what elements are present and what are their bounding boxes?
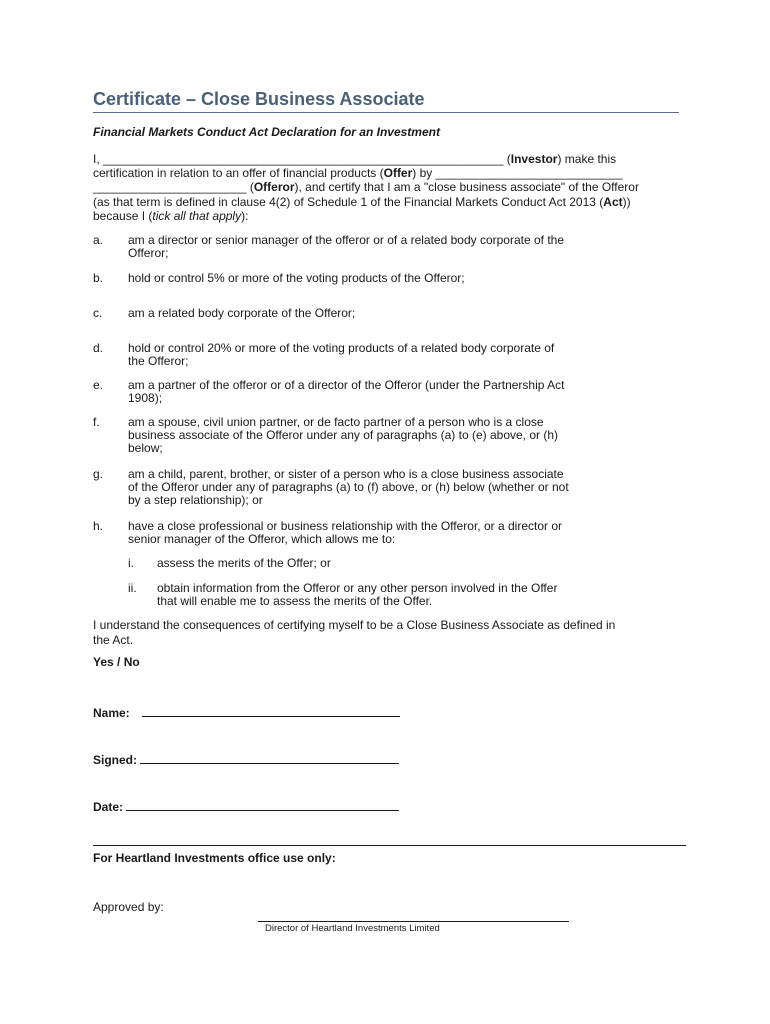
item-line: senior manager of the Offeror, which allows me to: — [128, 532, 396, 546]
item-line: am a spouse, civil union partner, or de facto partner of a person who is a close — [128, 415, 544, 429]
item-letter: e. — [93, 378, 104, 392]
item-text — [128, 416, 618, 455]
understand-paragraph — [93, 618, 683, 647]
intro-line-5 — [93, 209, 683, 223]
item-text — [128, 379, 618, 405]
intro-text: (as that term is defined in clause 4(2) of Schedule 1 of the Financial Markets Conduct Act 2013 ( — [93, 194, 604, 209]
item-line: business associate of the Offeror under any of paragraphs (a) to (e) above, or (h) — [128, 428, 559, 442]
intro-line-4 — [93, 195, 683, 209]
item-line: am a director or senior manager of the offeror or of a related body corporate of the — [128, 233, 565, 247]
intro-line-3 — [93, 180, 683, 194]
intro-text: ): — [241, 208, 249, 223]
sub-item-text — [157, 557, 617, 570]
date-field — [93, 798, 399, 814]
page-subtitle: Financial Markets Conduct Act Declaration for an Investment — [93, 125, 440, 139]
item-text — [128, 520, 618, 546]
name-field — [93, 704, 400, 720]
tick-instruction: tick all that apply — [152, 208, 242, 223]
sub-item-line: assess the merits of the Offer; or — [157, 556, 331, 570]
act-term: Act — [603, 194, 623, 209]
intro-text: certification in relation to an offer of financial products ( — [93, 166, 384, 181]
office-use-heading: For Heartland Investments office use only: — [93, 851, 336, 865]
offer-term: Offer — [383, 166, 413, 181]
item-letter: h. — [93, 519, 104, 533]
approved-by-label: Approved by: — [93, 900, 164, 914]
investor-term: Investor — [510, 152, 558, 166]
sub-item-number: ii. — [128, 581, 137, 595]
intro-paragraph — [93, 152, 683, 223]
intro-line-2 — [93, 166, 683, 180]
item-line: am a child, parent, brother, or sister of a person who is a close business associate — [128, 467, 564, 481]
item-line: am a related body corporate of the Offeror; — [128, 306, 356, 320]
name-label: Name: — [93, 706, 130, 720]
intro-text: ) by ____________________________ — [412, 166, 623, 181]
item-line: by a step relationship); or — [128, 493, 263, 507]
date-label: Date: — [93, 800, 124, 814]
item-letter: f. — [93, 415, 100, 429]
intro-text: ) make this — [557, 152, 617, 166]
item-text — [128, 307, 618, 320]
sub-item-number: i. — [128, 556, 134, 570]
intro-text: _______________________ ( — [93, 180, 254, 195]
intro-text: because I ( — [93, 208, 153, 223]
yes-no-choice[interactable]: Yes / No — [93, 655, 140, 669]
intro-text: )) — [622, 194, 631, 209]
item-line: am a partner of the offeror or of a director of the Offeror (under the Partnership Act — [128, 378, 565, 392]
intro-text: I, ____________________________________________________________ ( — [93, 152, 511, 166]
understand-line: the Act. — [93, 632, 134, 647]
item-line: below; — [128, 441, 163, 455]
understand-line: I understand the consequences of certifying myself to be a Close Business Associate as defined in — [93, 618, 616, 632]
item-text — [128, 468, 618, 507]
item-letter: b. — [93, 271, 104, 285]
item-letter: g. — [93, 467, 104, 481]
sub-item-line: that will enable me to assess the merits of the Offer. — [157, 594, 433, 608]
item-text — [128, 342, 618, 368]
signed-label: Signed: — [93, 753, 137, 767]
item-line: hold or control 5% or more of the voting products of the Offeror; — [128, 271, 465, 285]
signature-input-line[interactable] — [140, 751, 399, 764]
item-text — [128, 272, 618, 285]
date-input-line[interactable] — [126, 798, 399, 811]
item-line: of the Offeror under any of paragraphs (a) to (f) above, or (h) below (whether or not — [128, 480, 569, 494]
item-letter: c. — [93, 306, 103, 320]
page-title: Certificate – Close Business Associate — [93, 88, 679, 113]
intro-text: ), and certify that I am a "close business associate" of the Offeror — [294, 180, 639, 195]
item-letter: d. — [93, 341, 104, 355]
intro-line-1 — [93, 152, 683, 166]
item-line: Offeror; — [128, 246, 169, 260]
director-caption: Director of Heartland Investments Limited — [265, 923, 440, 934]
director-signature-line[interactable] — [258, 921, 569, 922]
offeror-term: Offeror — [253, 180, 295, 195]
item-letter: a. — [93, 233, 104, 247]
item-text — [128, 234, 618, 260]
name-input-line[interactable] — [142, 704, 400, 717]
sub-item-line: obtain information from the Offeror or any other person involved in the Offer — [157, 581, 558, 595]
item-line: the Offeror; — [128, 354, 189, 368]
sub-item-text — [157, 582, 617, 608]
item-line: 1908); — [128, 391, 163, 405]
item-line: hold or control 20% or more of the voting products of a related body corporate of — [128, 341, 555, 355]
item-line: have a close professional or business relationship with the Offeror, or a director or — [128, 519, 563, 533]
section-divider — [93, 845, 686, 846]
signed-field — [93, 751, 399, 767]
